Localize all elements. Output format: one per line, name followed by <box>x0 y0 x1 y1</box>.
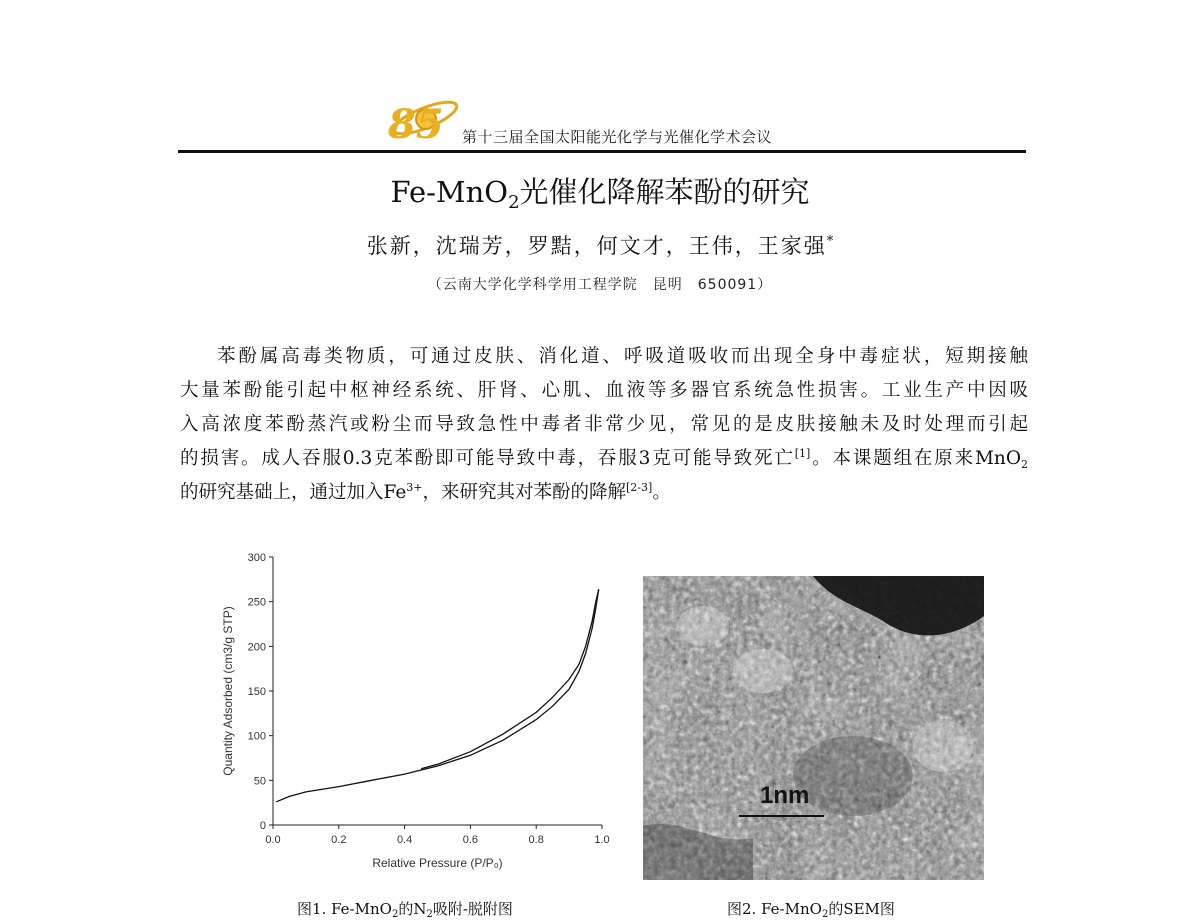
logo-number: 85 <box>388 101 444 146</box>
x-tick-label-5: 1.0 <box>594 834 610 846</box>
header-divider <box>178 150 1026 153</box>
x-tick-label-0: 0.0 <box>265 834 281 846</box>
figure-2-caption: 图2. Fe-MnO$_2$的SEM图 <box>727 900 895 920</box>
abstract-paragraph <box>180 340 1028 510</box>
author-list: 张新，沈瑞芳，罗黠，何文才，王伟，王家强* <box>366 234 834 258</box>
figure-1-caption: 图1. Fe-MnO$_2$的$N_2$吸附-脱附图 <box>297 900 513 920</box>
scale-bar <box>739 815 824 817</box>
y-tick-label-4: 200 <box>247 641 266 654</box>
conference-title: 第十三届全国太阳能光化学与光催化学术会议 <box>462 128 773 146</box>
citation-2-3: [2-3] <box>626 481 653 494</box>
y-tick-label-0: 0 <box>259 820 266 832</box>
paper-title: Fe-MnO$_2$光催化降解苯酚的研究 <box>390 175 810 213</box>
x-tick-label-4: 0.8 <box>528 834 544 846</box>
x-tick-label-2: 0.4 <box>396 834 413 846</box>
citation-1: [1] <box>794 447 811 460</box>
abstract-line-5: 的研究基础上，通过加入$Fe^{3+}$，来研究其对苯酚的降解[2-3]。 <box>180 481 671 503</box>
abstract-line-2: 大量苯酚能引起中枢神经系统、肝肾、心肌、血液等多器官系统急性损害。工业生产中因吸 <box>180 380 1028 401</box>
y-tick-label-3: 150 <box>247 686 266 698</box>
abstract-line-4: 的损害。成人吞服0.3克苯酚即可能导致中毒，吞服3克可能导致死亡[1]。本课题组在原来MnO$_2$ <box>180 447 1028 471</box>
abstract-line-3: 入高浓度苯酚蒸汽或粉尘而导致急性中毒者非常少见，常见的是皮肤接触未及时处理而引起 <box>180 414 1028 435</box>
sem-image <box>643 576 984 880</box>
series-line-desorption <box>421 589 599 769</box>
chart-series <box>276 589 598 802</box>
y-tick-label-2: 100 <box>247 730 266 743</box>
chart-axes <box>248 552 610 846</box>
y-tick-label-6: 300 <box>247 552 266 564</box>
abstract-line-1: 苯酚属高毒类物质，可通过皮肤、消化道、呼吸道吸收而出现全身中毒症状，短期接触 <box>217 346 1028 367</box>
isotherm-chart <box>212 540 612 880</box>
affiliation: （云南大学化学科学用工程学院 昆明 650091） <box>427 277 773 293</box>
x-tick-label-1: 0.2 <box>331 834 347 846</box>
conference-logo <box>378 88 464 146</box>
scale-bar-label: 1nm <box>760 782 810 809</box>
x-axis-label: Relative Pressure (P/P₀) <box>372 856 503 870</box>
series-line-adsorption <box>276 589 598 802</box>
y-tick-label-1: 50 <box>253 775 266 788</box>
y-axis-label: Quantity Adsorbed (cm3/g STP) <box>221 606 235 776</box>
x-tick-label-3: 0.6 <box>462 834 479 846</box>
y-tick-label-5: 250 <box>247 596 266 609</box>
